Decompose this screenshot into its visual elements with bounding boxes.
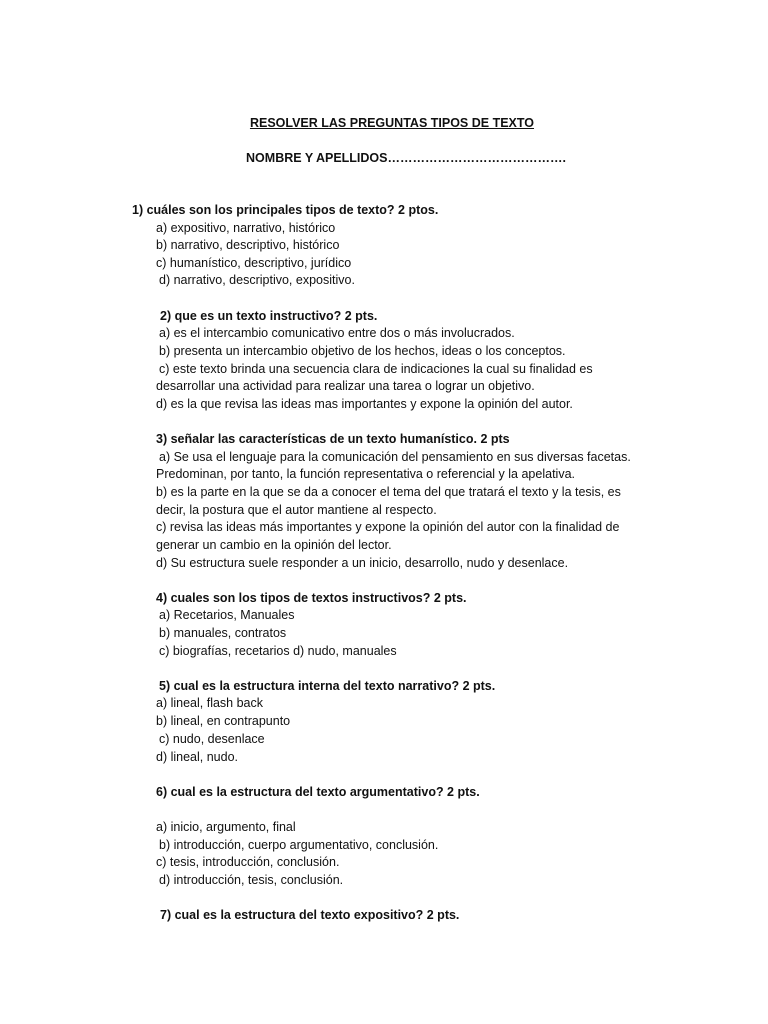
question-5: 5) cual es la estructura interna del texto narrativo? 2 pts. [159, 679, 496, 693]
q2-option-d: d) es la que revisa las ideas mas importantes y expone la opinión del autor. [156, 397, 573, 411]
answer-highlight: d) [159, 273, 171, 287]
q1-option-c: c) humanístico, descriptivo, jurídico [156, 256, 352, 270]
answer-highlight: b) [159, 838, 171, 852]
q5-option-b: b) lineal, en contrapunto [156, 714, 291, 728]
answer-highlight: a) [159, 608, 171, 622]
q6-option-b: b) introducción, cuerpo argumentativo, conclusión. [159, 838, 439, 852]
question-2: 2) que es un texto instructivo? 2 pts. [160, 309, 378, 323]
question-3: 3) señalar las características de un texto humanístico. 2 pts [156, 432, 510, 446]
page-title: RESOLVER LAS PREGUNTAS TIPOS DE TEXTO [249, 116, 535, 130]
q6-option-d: d) introducción, tesis, conclusión. [159, 873, 344, 887]
q4-option-b: b) manuales, contratos [159, 626, 287, 640]
q4-option-c: c) biografías, recetarios d) nudo, manuales [159, 644, 397, 658]
q2-option-c: c) este texto brinda una secuencia clara de indicaciones la cual su finalidad es [159, 362, 593, 376]
question-4: 4) cuales son los tipos de textos instructivos? 2 pts. [156, 591, 467, 605]
answer-highlight: c) [159, 362, 170, 376]
q3-option-d: d) Su estructura suele responder a un inicio, desarrollo, nudo y desenlace. [156, 556, 569, 570]
q3-option-a: a) Se usa el lenguaje para la comunicación del pensamiento en sus diversas facetas. [159, 450, 631, 464]
answer-highlight: c) [159, 732, 170, 746]
q3-option-c-cont: generar un cambio en la opinión del lector. [156, 538, 392, 552]
q3-option-b-cont: decir, la postura que el autor mantiene al respecto. [156, 503, 437, 517]
q5-option-d: d) lineal, nudo. [156, 750, 239, 764]
question-7: 7) cual es la estructura del texto expositivo? 2 pts. [160, 908, 460, 922]
q6-option-a: a) inicio, argumento, final [156, 820, 296, 834]
q3-option-b: b) es la parte en la que se da a conocer el tema del que tratará el texto y la tesis, es [156, 485, 621, 499]
q2-option-b: b) presenta un intercambio objetivo de los hechos, ideas o los conceptos. [159, 344, 566, 358]
name-field-line: NOMBRE Y APELLIDOS……………………………………. [246, 151, 566, 165]
question-1: 1) cuáles son los principales tipos de texto? 2 ptos. [132, 203, 439, 217]
q6-option-c: c) tesis, introducción, conclusión. [156, 855, 340, 869]
q2-option-a: a) es el intercambio comunicativo entre dos o más involucrados. [159, 326, 515, 340]
q1-option-a: a) expositivo, narrativo, histórico [156, 221, 336, 235]
q3-option-a-cont: Predominan, por tanto, la función representativa o referencial y la apelativa. [156, 467, 575, 481]
q5-option-c: c) nudo, desenlace [159, 732, 265, 746]
answer-highlight: a) [159, 450, 171, 464]
q2-option-c-cont: desarrollar una actividad para realizar una tarea o lograr un objetivo. [156, 379, 535, 393]
q4-option-a: a) Recetarios, Manuales [159, 608, 295, 622]
question-6: 6) cual es la estructura del texto argumentativo? 2 pts. [156, 785, 480, 799]
q1-option-b: b) narrativo, descriptivo, histórico [156, 238, 340, 252]
q3-option-c: c) revisa las ideas más importantes y expone la opinión del autor con la finalidad de [156, 520, 620, 534]
q1-option-d: d) narrativo, descriptivo, expositivo. [159, 273, 355, 287]
q5-option-a: a) lineal, flash back [156, 696, 264, 710]
